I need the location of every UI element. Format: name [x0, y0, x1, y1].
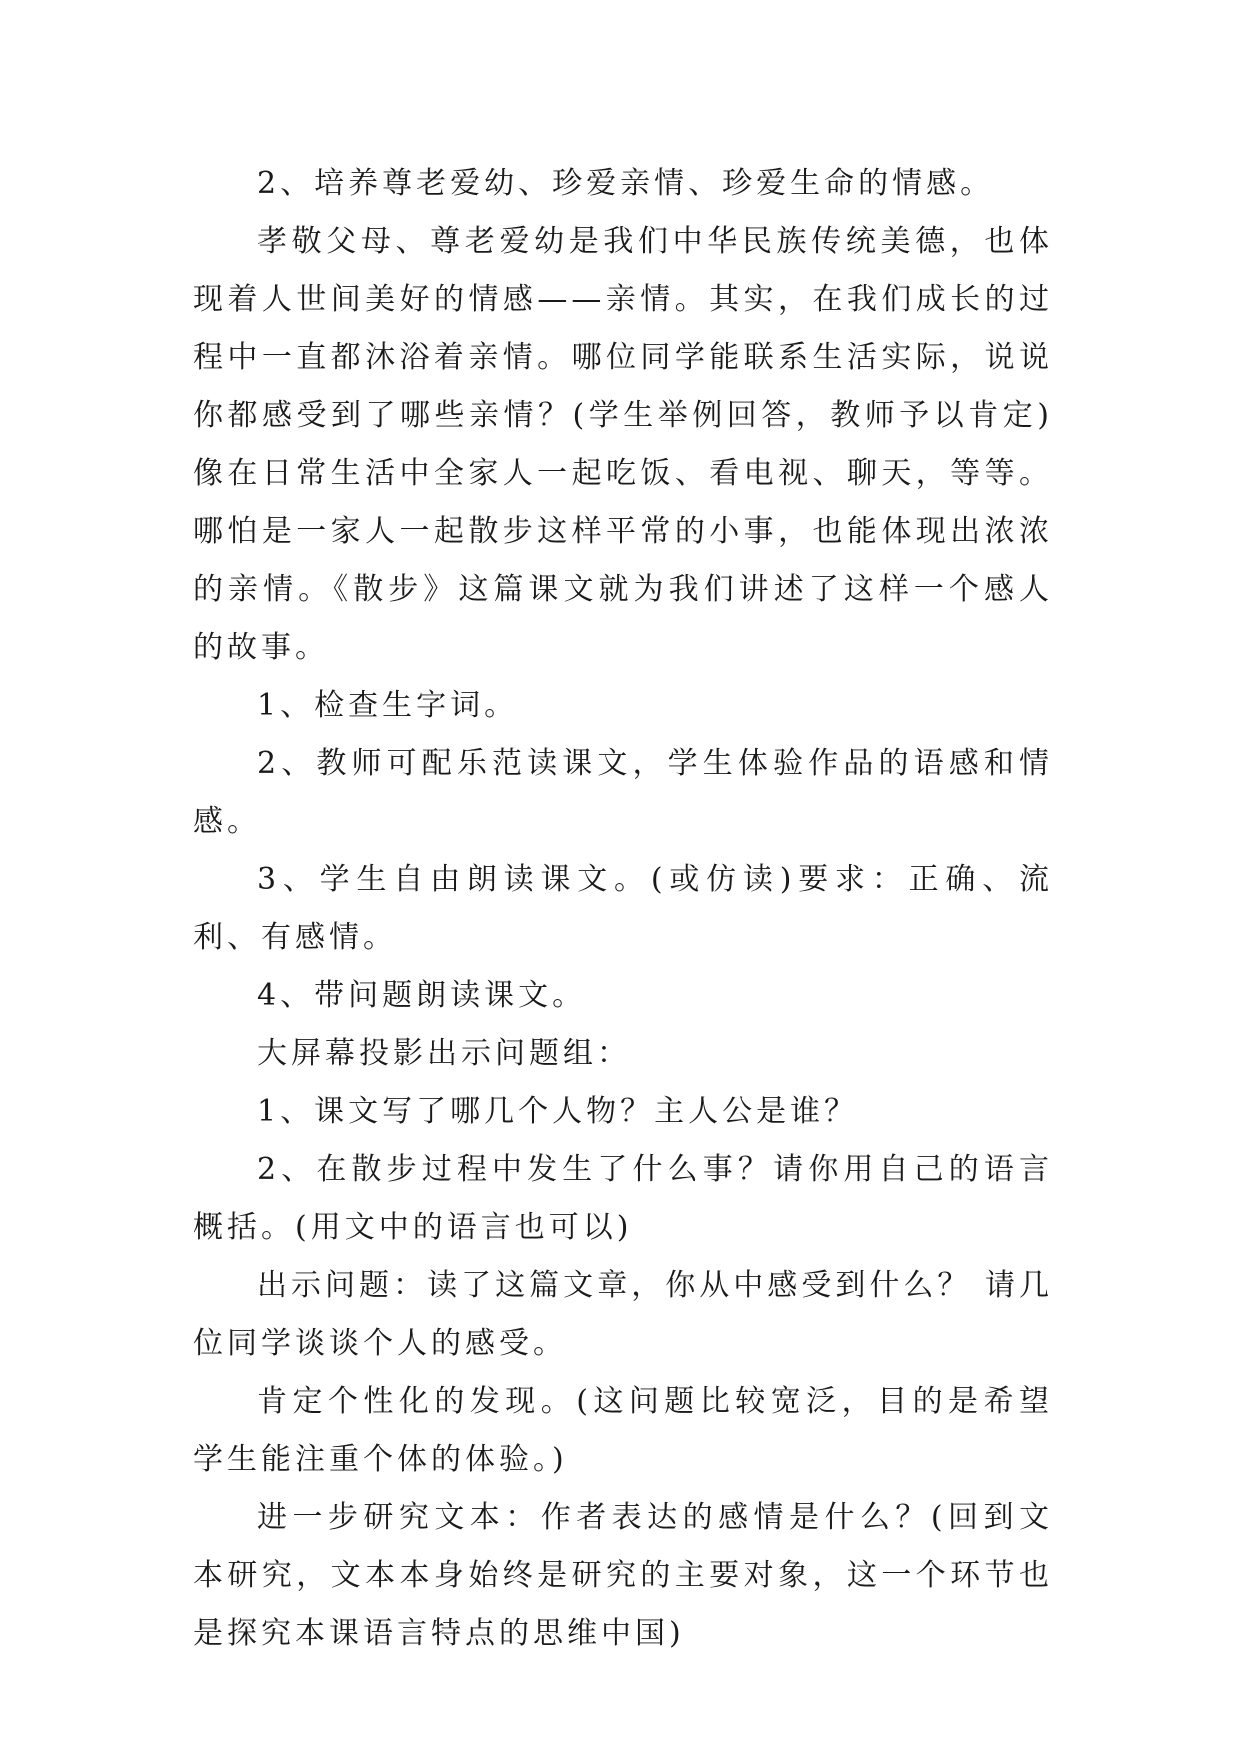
paragraph-further-study: 进一步研究文本：作者表达的感情是什么？(回到文本研究，文本本身始终是研究的主要对象，这一个环节也是探究本课语言特点的思维中国) [193, 1500, 1053, 1651]
paragraph-question-2: 2、在散步过程中发生了什么事？请你用自己的语言概括。(用文中的语言也可以) [193, 1152, 1053, 1245]
paragraph-discussion-question: 出示问题：读了这篇文章，你从中感受到什么？ 请几位同学谈谈个人的感受。 [193, 1268, 1053, 1361]
paragraph-step-2: 2、教师可配乐范读课文，学生体验作品的语感和情感。 [193, 746, 1053, 839]
paragraph-question-1: 1、课文写了哪几个人物？主人公是谁？ [257, 1094, 859, 1129]
paragraph-step-3: 3、学生自由朗读课文。(或仿读)要求：正确、流利、有感情。 [193, 862, 1053, 955]
paragraph-goal-2: 2、培养尊老爱幼、珍爱亲情、珍爱生命的情感。 [257, 166, 995, 201]
paragraph-question-group-heading: 大屏幕投影出示问题组： [257, 1036, 631, 1071]
paragraph-step-4: 4、带问题朗读课文。 [257, 978, 587, 1013]
document-body [193, 155, 1053, 1663]
paragraph-intro: 孝敬父母、尊老爱幼是我们中华民族传统美德，也体现着人世间美好的情感——亲情。其实，在我们成长的过程中一直都沐浴着亲情。哪位同学能联系生活实际，说说你都感受到了哪些亲情？(学生举例回答，教师予以肯定)像在日常生活中全家人一起吃饭、看电视、聊天，等等。哪怕是一家人一起散步这样平常的小事，也能体现出浓浓的亲情。《散步》这篇课文就为我们讲述了这样一个感人的故事。 [193, 224, 1053, 665]
paragraph-affirm-discovery: 肯定个性化的发现。(这问题比较宽泛，目的是希望学生能注重个体的体验。) [193, 1384, 1053, 1477]
paragraph-step-1: 1、检查生字词。 [257, 688, 519, 723]
